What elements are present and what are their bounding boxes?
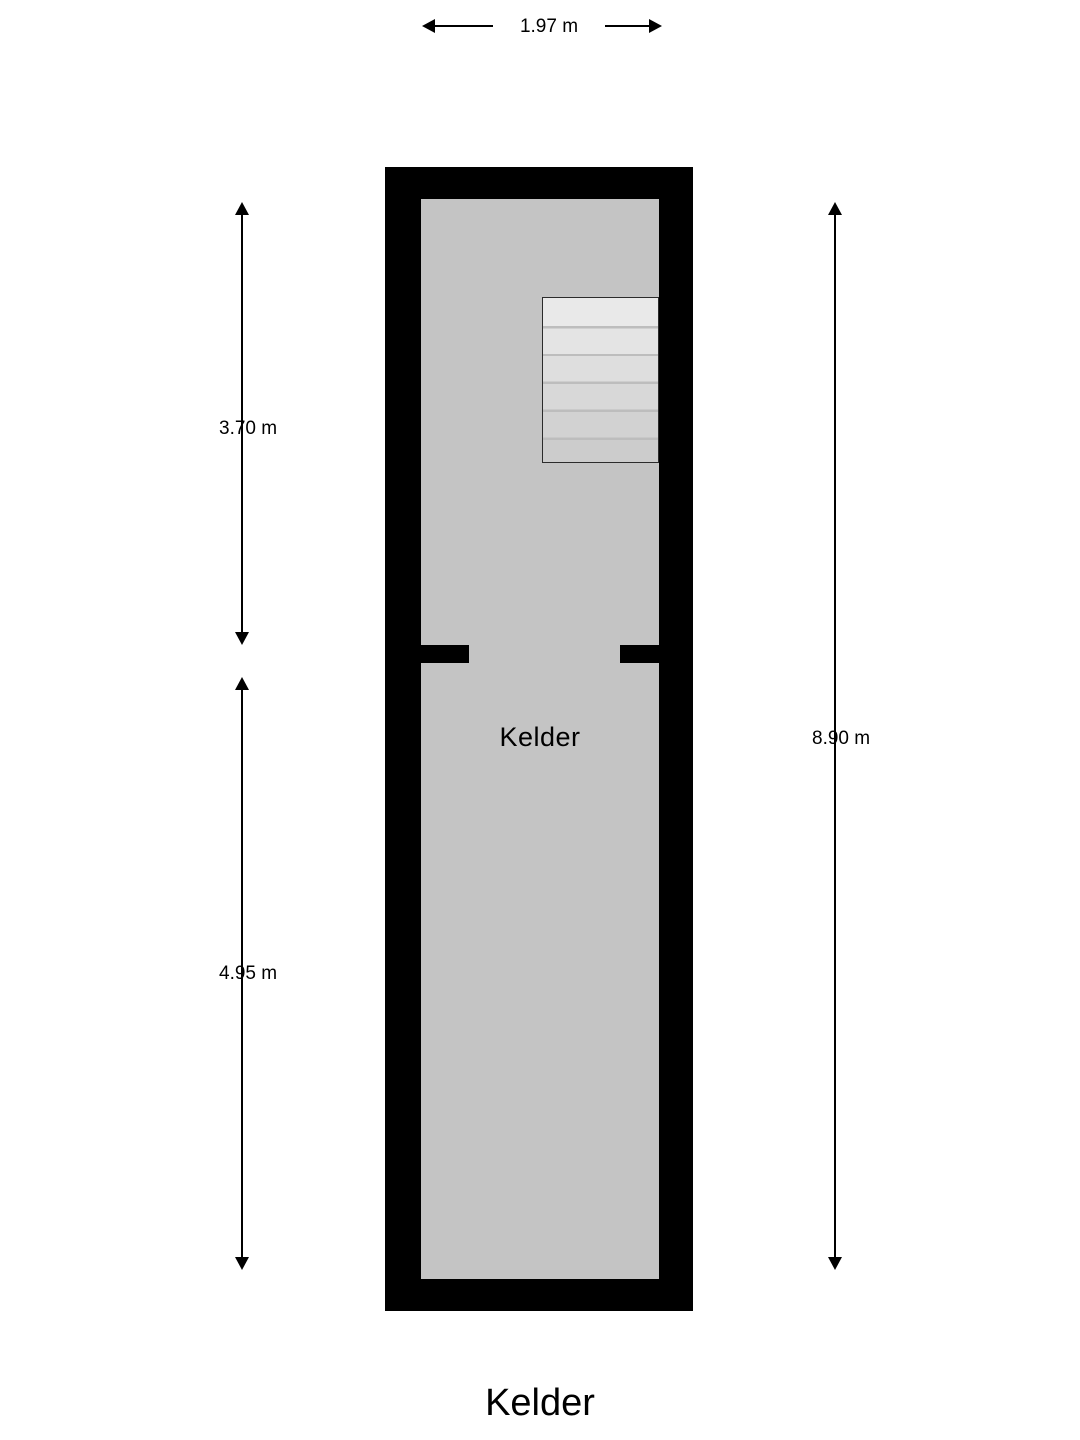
arrow-up-icon: [235, 202, 249, 215]
arrow-left-icon: [422, 19, 435, 33]
staircase-icon: [542, 297, 659, 463]
wall-stub-left: [421, 645, 469, 663]
room-label-kelder: Kelder: [499, 722, 581, 752]
arrow-down-icon: [235, 1257, 249, 1270]
dimension-label-width-top: 1.97 m: [493, 16, 605, 38]
arrow-up-icon: [828, 202, 842, 215]
dimension-label-left-upper: 3.70 m: [219, 418, 278, 439]
plan-title: Kelder: [485, 1382, 595, 1424]
arrow-down-icon: [235, 632, 249, 645]
dimension-label-right-total: 8.90 m: [812, 728, 871, 749]
arrow-up-icon: [235, 677, 249, 690]
dimension-label-left-lower: 4.95 m: [219, 963, 278, 984]
wall-stub-right: [620, 645, 659, 663]
arrow-down-icon: [828, 1257, 842, 1270]
arrow-right-icon: [649, 19, 662, 33]
